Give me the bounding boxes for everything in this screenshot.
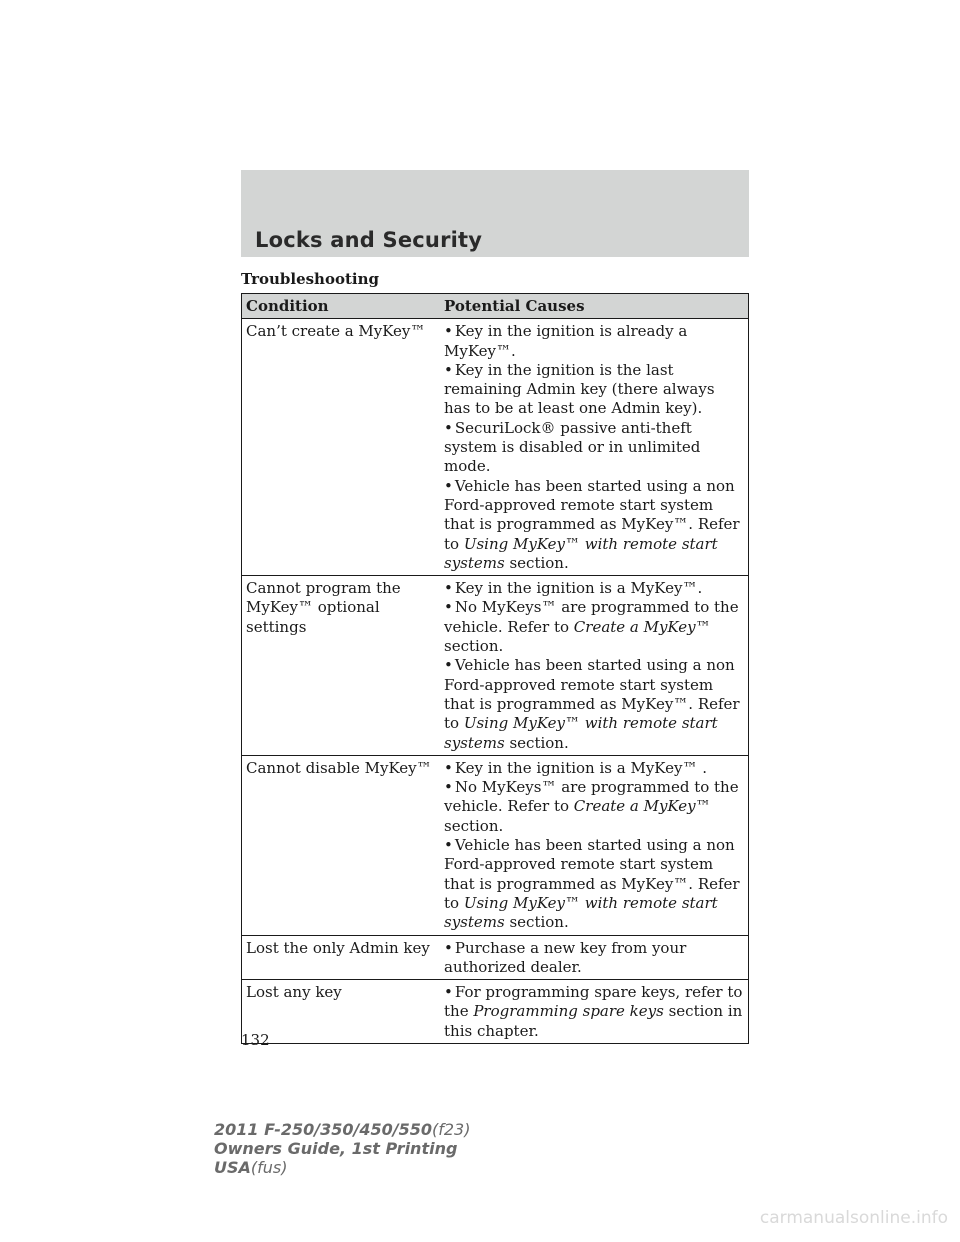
table-row	[242, 935, 749, 980]
cause-item	[444, 579, 744, 598]
cause-text: section.	[444, 816, 504, 835]
print-footer	[214, 1120, 470, 1177]
cause-item	[444, 419, 744, 477]
footer-model: 2011 F-250/350/450/550	[214, 1120, 432, 1139]
cross-reference: Programming spare keys	[473, 1002, 664, 1021]
column-header-causes: Potential Causes	[440, 294, 749, 319]
cause-text: For programming spare keys, refer to the	[444, 983, 743, 1021]
cause-text: Key in the ignition is a MyKey™.	[454, 579, 703, 598]
cause-item	[444, 759, 744, 778]
causes-cell	[440, 935, 749, 980]
bullet-icon: •	[444, 983, 453, 1002]
section-title: Troubleshooting	[241, 270, 379, 288]
bullet-icon: •	[444, 598, 453, 617]
site-watermark: carmanualsonline.info	[759, 1208, 948, 1228]
causes-cell	[440, 319, 749, 576]
cross-reference: Create a MyKey™	[573, 617, 711, 636]
cross-reference: Using MyKey™ with remote start systems	[444, 893, 718, 932]
cause-text: section in this chapter.	[444, 1002, 743, 1040]
footer-line-edition	[214, 1139, 470, 1158]
table-row	[242, 319, 749, 576]
cause-text: No MyKeys™ are programmed to the vehicle. Refer to	[444, 778, 739, 816]
cross-reference: Create a MyKey™	[573, 797, 711, 816]
bullet-icon: •	[444, 778, 453, 797]
page-number: 132	[241, 1031, 270, 1049]
condition-cell: Cannot disable MyKey™	[242, 755, 441, 935]
bullet-icon: •	[444, 360, 453, 379]
troubleshooting-table	[241, 293, 749, 1044]
cross-reference: Using MyKey™ with remote start systems	[444, 534, 718, 572]
cause-item	[444, 983, 744, 1041]
footer-model-code: (f23)	[432, 1120, 471, 1139]
cross-reference: Using MyKey™ with remote start systems	[444, 714, 718, 752]
cause-text: section.	[504, 913, 569, 932]
cause-text: Vehicle has been started using a non Ford-approved remote start system that is programmed as MyKey™. Refer to	[444, 476, 740, 553]
table-body	[242, 319, 749, 1044]
bullet-icon: •	[444, 656, 453, 675]
cause-item	[444, 598, 744, 656]
bullet-icon: •	[444, 579, 453, 598]
cause-text: No MyKeys™ are programmed to the vehicle. Refer to	[444, 598, 739, 636]
condition-cell: Can’t create a MyKey™	[242, 319, 441, 576]
footer-line-market	[214, 1158, 470, 1177]
condition-cell: Lost the only Admin key	[242, 935, 441, 980]
table-header-row	[242, 294, 749, 319]
bullet-icon: •	[444, 322, 453, 341]
column-header-condition: Condition	[242, 294, 441, 319]
table-row	[242, 755, 749, 935]
bullet-icon: •	[444, 476, 453, 495]
table-row	[242, 980, 749, 1044]
causes-cell	[440, 980, 749, 1044]
bullet-icon: •	[444, 836, 453, 855]
footer-edition: Owners Guide, 1st Printing	[214, 1139, 458, 1158]
cause-item	[444, 778, 744, 836]
cause-text: Purchase a new key from your authorized dealer.	[444, 938, 687, 976]
condition-cell: Cannot program the MyKey™ optional settings	[242, 576, 441, 756]
cause-text: Key in the ignition is the last remaining Admin key (there always has to be at least one Admin key).	[444, 360, 715, 418]
cause-text: Key in the ignition is already a MyKey™.	[444, 322, 688, 360]
causes-cell	[440, 755, 749, 935]
cause-item	[444, 836, 744, 932]
bullet-icon: •	[444, 938, 453, 957]
cause-item	[444, 322, 744, 361]
cause-item	[444, 656, 744, 752]
footer-market-code: (fus)	[250, 1158, 288, 1177]
chapter-title: Locks and Security	[255, 228, 483, 252]
cause-item	[444, 361, 744, 419]
cause-text: Key in the ignition is a MyKey™ .	[454, 758, 707, 777]
chapter-header-band	[241, 170, 749, 257]
cause-item	[444, 477, 744, 573]
cause-text: section.	[504, 733, 569, 752]
cause-item	[444, 939, 744, 978]
condition-cell: Lost any key	[242, 980, 441, 1044]
bullet-icon: •	[444, 418, 453, 437]
footer-market: USA	[214, 1158, 251, 1177]
footer-line-model	[214, 1120, 470, 1139]
cause-text: Vehicle has been started using a non Ford-approved remote start system that is programmed as MyKey™. Refer to	[444, 836, 740, 912]
table-row	[242, 576, 749, 756]
bullet-icon: •	[444, 758, 453, 777]
cause-text: SecuriLock® passive anti-theft system is disabled or in unlimited mode.	[444, 418, 701, 476]
cause-text: Vehicle has been started using a non Ford-approved remote start system that is programmed as MyKey™. Refer to	[444, 656, 740, 733]
cause-text: section.	[444, 637, 504, 656]
cause-text: section.	[504, 553, 569, 572]
causes-cell	[440, 576, 749, 756]
